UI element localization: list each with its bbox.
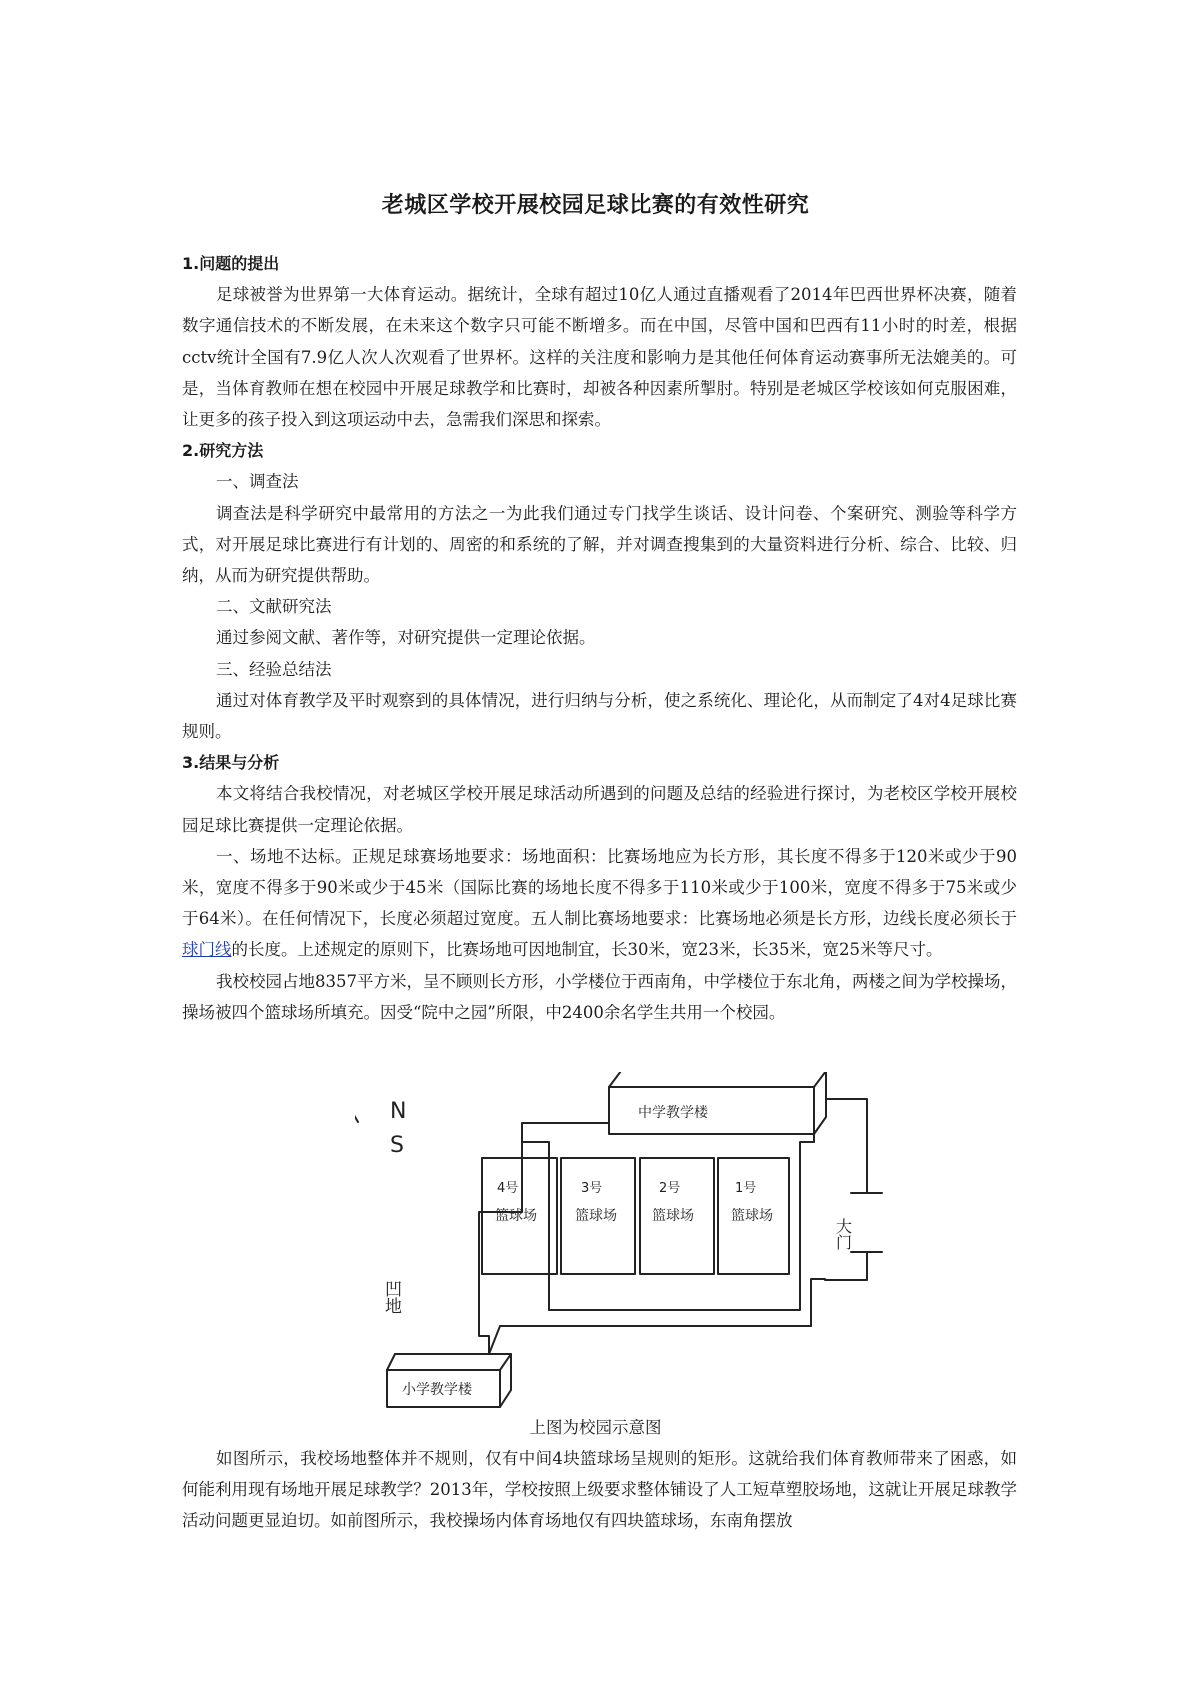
compass-south-label: S: [390, 1133, 404, 1158]
page-title: 老城区学校开展校园足球比赛的有效性研究: [381, 193, 810, 218]
court-1-number: 1号: [735, 1181, 757, 1196]
section-heading-3: 3.结果与分析: [182, 753, 280, 773]
section-heading-2: 2.研究方法: [182, 441, 264, 461]
primary-building-label: 小学教学楼: [402, 1382, 472, 1398]
method-2-body: 通过参阅文献、著作等，对研究提供一定理论依据。: [216, 628, 596, 648]
court-3-number: 3号: [581, 1181, 603, 1196]
method-2-title: 二、文献研究法: [216, 597, 332, 617]
court-2-label: 篮球场: [652, 1208, 694, 1224]
method-1-title: 一、调查法: [216, 472, 299, 492]
paragraph-campus: 我校校园占地8357平方米，呈不顾则长方形，小学楼位于西南角，中学楼位于东北角，两楼之间为学校操场，操场被四个篮球场所填充。因受“院中之园”所限，中2400余名学生共用一个校园。: [182, 971, 1017, 1022]
court-3-label: 篮球场: [575, 1208, 617, 1224]
compass-north-label: N: [390, 1099, 407, 1124]
body-section-top: [182, 248, 1017, 1028]
body-section-bottom: [182, 1443, 1017, 1537]
figure-caption: 上图为校园示意图: [529, 1418, 662, 1437]
paragraph-results-intro: 本文将结合我校情况，对老城区学校开展足球活动所遇到的问题及总结的经验进行探讨，为老校区学校开展校园足球比赛提供一定理论依据。: [182, 784, 1017, 835]
court-4-number: 4号: [497, 1181, 519, 1196]
campus-map-figure: [355, 1072, 920, 1410]
court-1-label: 篮球场: [731, 1208, 773, 1224]
method-1-body: 调查法是科学研究中最常用的方法之一为此我们通过专门找学生谈话、设计问卷、个案研究、测验等科学方式，对开展足球比赛进行有计划的、周密的和系统的了解，并对调查搜集到的大量资料进行分析、综合、比较、归纳，从而为研究提供帮助。: [182, 503, 1017, 586]
court-2-number: 2号: [659, 1181, 681, 1196]
field-req-text-a: 一、场地不达标。正规足球赛场地要求：场地面积：比赛场地应为长方形，其长度不得多于120米或少于90米，宽度不得多于90米或少于45米（国际比赛的场地长度不得多于110米或少于100米，宽度不得多于75米或少于64米）。在任何情况下，长度必须超过宽度。五人制比赛场地要求：比赛场地必须是长方形，边线长度必须长于: [182, 846, 1017, 929]
goal-line-link[interactable]: 球门线: [182, 940, 232, 960]
paragraph-field-analysis: 如图所示，我校场地整体并不规则，仅有中间4块篮球场呈规则的矩形。这就给我们体育教师带来了困惑，如何能利用现有场地开展足球教学？2013年，学校按照上级要求整体铺设了人工短草塑胶场地，这就让开展足球教学活动问题更显迫切。如前图所示，我校操场内体育场地仅有四块篮球场，东南角摆放: [182, 1449, 1017, 1531]
middle-building-label: 中学教学楼: [638, 1105, 708, 1121]
gate-label: 大门: [833, 1218, 853, 1250]
court-4-label: 篮球场: [495, 1208, 537, 1224]
paragraph-intro: 足球被誉为世界第一大体育运动。据统计，全球有超过10亿人通过直播观看了2014年巴西世界杯决赛，随着数字通信技术的不断发展，在未来这个数字只可能不断增多。而在中国，尽管中国和巴西有11小时的时差，根据cctv统计全国有7.9亿人次人次观看了世界杯。这样的关注度和影响力是其他任何体育运动赛事所无法媲美的。可是，当体育教师在想在校园中开展足球教学和比赛时，却被各种因素所掣肘。特别是老城区学校该如何克服困难，让更多的孩子投入到这项运动中去，急需我们深思和探索。: [182, 285, 1017, 430]
method-3-title: 三、经验总结法: [216, 659, 332, 679]
field-req-text-b: 的长度。上述规定的原则下，比赛场地可因地制宜，长30米，宽23米，长35米，宽25米等尺寸。: [231, 940, 943, 960]
paragraph-field-requirements: [182, 841, 1017, 966]
pit-label: 凹地: [381, 1280, 401, 1314]
section-heading-1: 1.问题的提出: [182, 254, 280, 273]
method-3-body: 通过对体育教学及平时观察到的具体情况，进行归纳与分析，使之系统化、理论化，从而制定了4对4足球比赛规则。: [182, 690, 1017, 742]
